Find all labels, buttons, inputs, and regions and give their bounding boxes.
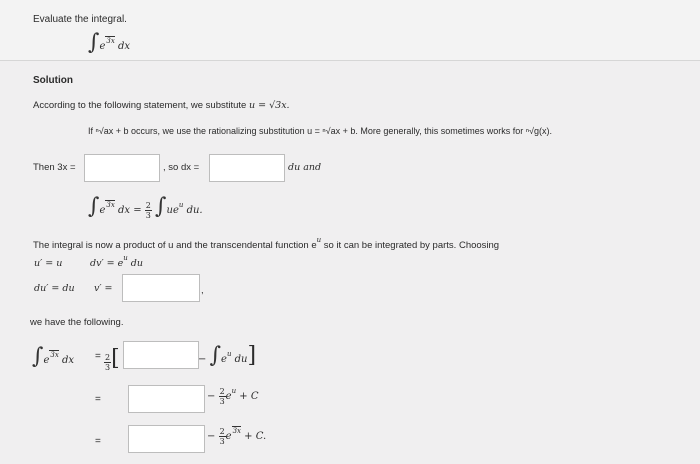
step2-input[interactable]	[128, 385, 205, 413]
then-label: Then 3x =	[33, 162, 76, 173]
substituted-integral: $\int e^{3x}$ dx = $\frac{2}{3}$ $\int ue^u$ du.	[88, 194, 203, 220]
question-integral: $\int e^{3x}$ dx	[88, 30, 131, 55]
choice-dv: $dv' = e^u$ du	[90, 254, 143, 269]
equals-1: =	[95, 351, 101, 362]
coef-two-thirds: $\frac{2}{3}$ [	[105, 346, 120, 372]
following-text: we have the following.	[30, 317, 124, 328]
choice-v: v′ =	[94, 283, 113, 294]
final-lhs: $\int e^{3x}$ dx	[32, 344, 75, 369]
note-line: If ⁿ√ax + b occurs, we use the rationalizing substitution u = ⁿ√ax + b. More generally, this sometimes works for ⁿ√g(x).	[88, 126, 552, 136]
bracket-input[interactable]	[123, 341, 199, 369]
choice-u: u′ = u	[34, 258, 63, 269]
then-input[interactable]	[84, 154, 160, 182]
intro-line: According to the following statement, we substitute u = √3x.	[33, 100, 290, 111]
comma: ,	[201, 285, 204, 296]
step2-tail: − $\frac{2}{3}$ $e^u + C$	[207, 387, 259, 406]
equals-3: =	[95, 436, 101, 447]
solution-title: Solution	[33, 75, 73, 86]
step3-input[interactable]	[128, 425, 205, 453]
question-text: Evaluate the integral.	[33, 14, 127, 25]
divider	[0, 60, 700, 61]
du-and-label: du and	[288, 162, 322, 173]
dx-input[interactable]	[209, 154, 285, 182]
choice-du: du′ = du	[34, 283, 75, 294]
so-dx-label: , so dx =	[163, 162, 200, 173]
v-input[interactable]	[122, 274, 200, 302]
equals-2: =	[95, 394, 101, 405]
minus-integral: − $\int e^u$ du]	[198, 343, 257, 368]
step3-tail: − $\frac{2}{3}$ $e^{3x} + C$.	[207, 427, 267, 446]
parts-line: The integral is now a product of u and the transcendental function $e^u$ so it can be integrated by parts. Choosing	[33, 236, 500, 251]
